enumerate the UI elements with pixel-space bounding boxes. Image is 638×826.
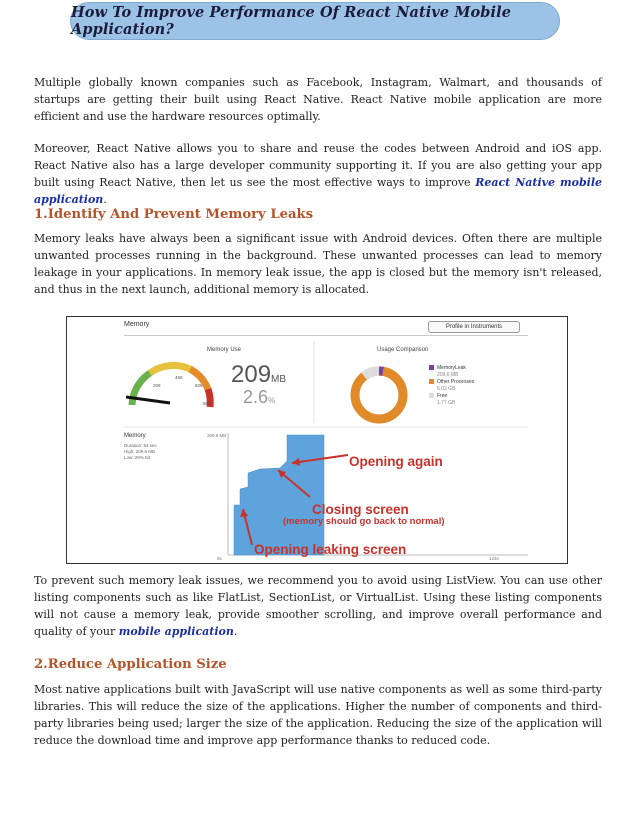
percent-value-number: 2.6 xyxy=(243,387,269,407)
gauge-label: 608 xyxy=(195,383,203,388)
graph-x-axis-start: 0s xyxy=(217,556,222,561)
donut-other-processes xyxy=(355,371,403,419)
annotation-opening-again: Opening again xyxy=(349,454,443,469)
intro-paragraph-2-text: Moreover, React Native allows you to share and reuse the codes between Android and iOS app. React Native also has a large developer community supporting it. If you are also getting your app built using React Native, then let us see the most effective ways to improve xyxy=(34,142,602,189)
profile-in-instruments-button: Profile in Instruments xyxy=(428,321,520,333)
section-1-paragraph-2-end: . xyxy=(233,625,238,638)
memory-profiler-figure xyxy=(66,316,568,564)
legend-label: MemoryLeak xyxy=(437,365,466,371)
section-1-paragraph-2-text: To prevent such memory leak issues, we recommend you to avoid using ListView. You can use other listing components such as like FlatList, SectionList, or VirtualList. Using these listing components will not cause a memory leak, provide smoother scrolling, and improve overall performance and quality of your xyxy=(34,574,602,638)
usage-comparison-title: Usage Comparison xyxy=(377,347,429,353)
legend-swatch xyxy=(429,365,434,370)
gauge-label: 458 xyxy=(175,375,183,380)
memory-value-unit: MB xyxy=(271,374,287,385)
graph-stat: High: 209.6 MB xyxy=(124,449,156,454)
graph-x-axis-end: 123s xyxy=(489,556,499,561)
figure-panel-title: Memory xyxy=(124,321,150,328)
memory-value xyxy=(231,361,286,389)
legend-label: Free xyxy=(437,393,448,399)
graph-stat: Duration: 54 sec xyxy=(124,443,157,448)
section-2-paragraph-1: Most native applications built with JavaScript will use native components as well as some third-party libraries. This will reduce the size of the applications. Higher the number of components and third-party libraries being used; larger the size of the application. Reducing the size of the application will reduce the download time and improve app performance thanks to reduced code. xyxy=(34,683,602,747)
annotation-opening-leaking: Opening leaking screen xyxy=(254,542,407,557)
annotation-closing-note: (memory should go back to normal) xyxy=(283,516,445,527)
percent-value xyxy=(243,387,275,408)
graph-stats xyxy=(124,443,157,461)
legend-swatch xyxy=(429,379,434,384)
gauge-label: 808 xyxy=(203,401,211,406)
title-banner xyxy=(70,2,560,40)
legend-swatch xyxy=(429,393,434,398)
intro-paragraph-1: Multiple globally known companies such as Facebook, Instagram, Walmart, and thousands of startups are getting their built using React Native. React Native mobile application are more efficient and use the hardware resources optimally. xyxy=(34,76,602,123)
page-title: How To Improve Performance Of React Native Mobile Application? xyxy=(71,4,512,38)
graph-stat: Low: 28% Kit xyxy=(124,455,151,460)
memory-usage-area xyxy=(234,435,324,555)
memory-use-title: Memory Use xyxy=(207,347,242,353)
legend-label: Other Processes xyxy=(437,379,475,385)
donut-free xyxy=(364,371,379,376)
legend-item-other-processes xyxy=(429,379,474,386)
percent-value-unit: % xyxy=(268,396,276,405)
intro-paragraph-2-end: . xyxy=(103,193,107,206)
figure-divider xyxy=(124,335,528,336)
annotation-closing-screen: Closing screen xyxy=(312,502,409,517)
figure-header xyxy=(124,321,528,333)
legend-value: 209.6 MB xyxy=(437,372,459,378)
legend-item-free xyxy=(429,393,474,400)
section-1-paragraph-1: Memory leaks have always been a significant issue with Android devices. Often there are multiple unwanted processes running in the background. These unwanted processes can lead to memory leakage in your applications. In memory leak issue, the app is closed but the memory isn't released, and thus in the next launch, additional memory is allocated. xyxy=(34,232,602,296)
section-1-paragraph-2 xyxy=(34,572,602,640)
section-1-heading: 1.Identify And Prevent Memory Leaks xyxy=(34,207,314,222)
intro-paragraph-2 xyxy=(34,140,602,208)
usage-legend xyxy=(429,365,474,407)
legend-value: 1.77 GB xyxy=(437,400,456,406)
react-native-app-link[interactable]: React Native mobile application xyxy=(34,176,603,206)
graph-y-axis-label: 209.6 MB xyxy=(207,433,227,438)
graph-title: Memory xyxy=(124,433,146,439)
gauge-label: 208 xyxy=(153,383,161,388)
section-2-heading: 2.Reduce Application Size xyxy=(34,657,227,672)
gauge-yellow-arc xyxy=(150,365,190,373)
memory-value-number: 209 xyxy=(231,361,272,388)
legend-value: 6.02 GB xyxy=(437,386,456,392)
legend-item-memory-leak xyxy=(429,365,474,372)
mobile-application-link[interactable]: mobile application xyxy=(118,625,234,638)
